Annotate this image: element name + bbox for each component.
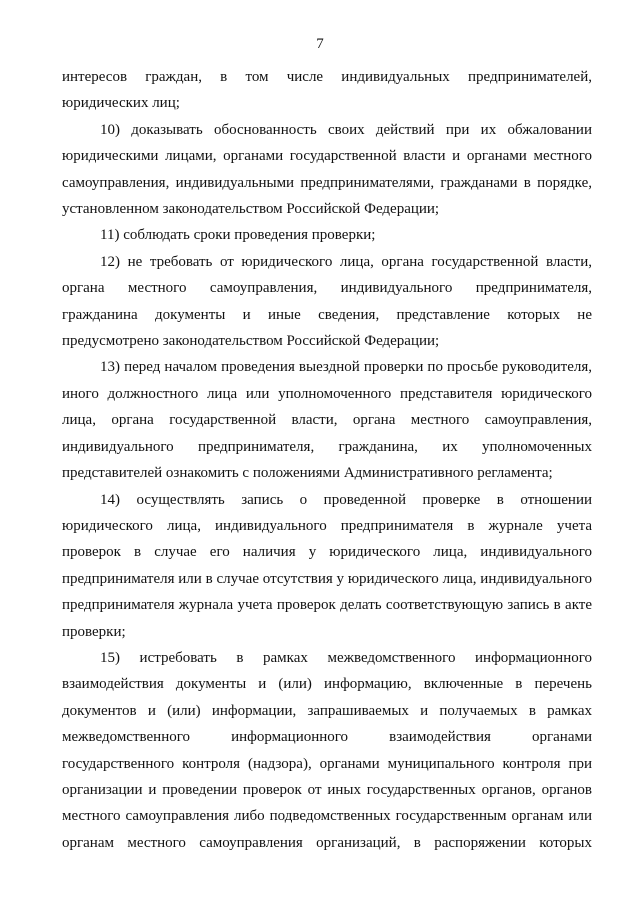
paragraph-item-13: 13) перед началом проведения выездной проверки по просьбе руководителя, иного должностного лица или уполномоченного представителя юридического лица, органа государственной власти, органа местного самоуправления, индивидуального предпринимателя, гражданина, их уполномоченных представителей ознакомить с положениями Административного регламента; (62, 359, 592, 482)
document-body (62, 64, 592, 856)
page-number: 7 (316, 36, 324, 52)
paragraph-item-14: 14) осуществлять запись о проведенной проверке в отношении юридического лица, индивидуального предпринимателя в журнале учета проверок в случае его наличия у юридического лица, индивидуального предпринимателя или в случае отсутствия у юридического лица, индивидуального предпринимателя журнала учета проверок делать соответствующую запись в акте проверки; (62, 491, 592, 640)
paragraph-item-11: 11) соблюдать сроки проведения проверки; (100, 227, 376, 244)
paragraph-continuation: интересов граждан, в том числе индивидуальных предпринимателей, юридических лиц; (62, 69, 592, 112)
paragraph-item-15: 15) истребовать в рамках межведомственного информационного взаимодействия документы и (или) информацию, включенные в перечень документов и (или) информации, запрашиваемых и получаемых в рамках межведомственного информационного взаимодействия органами государственного контроля (надзора), органами муниципального контроля при организации и проведении проверок от иных государственных органов, органов местного самоуправления либо подведомственных государственным органам или органам местного самоуправления организаций, в распоряжении которых (62, 649, 592, 851)
paragraph-item-10: 10) доказывать обоснованность своих действий при их обжаловании юридическими лицами, органами государственной власти и органами местного самоуправления, индивидуальными предпринимателями, гражданами в порядке, установленном законодательством Российской Федерации; (62, 121, 592, 218)
paragraph-item-12: 12) не требовать от юридического лица, органа государственной власти, органа местного самоуправления, индивидуального предпринимателя, гражданина документы и иные сведения, представление которых не предусмотрено законодательством Российской Федерации; (62, 253, 592, 350)
